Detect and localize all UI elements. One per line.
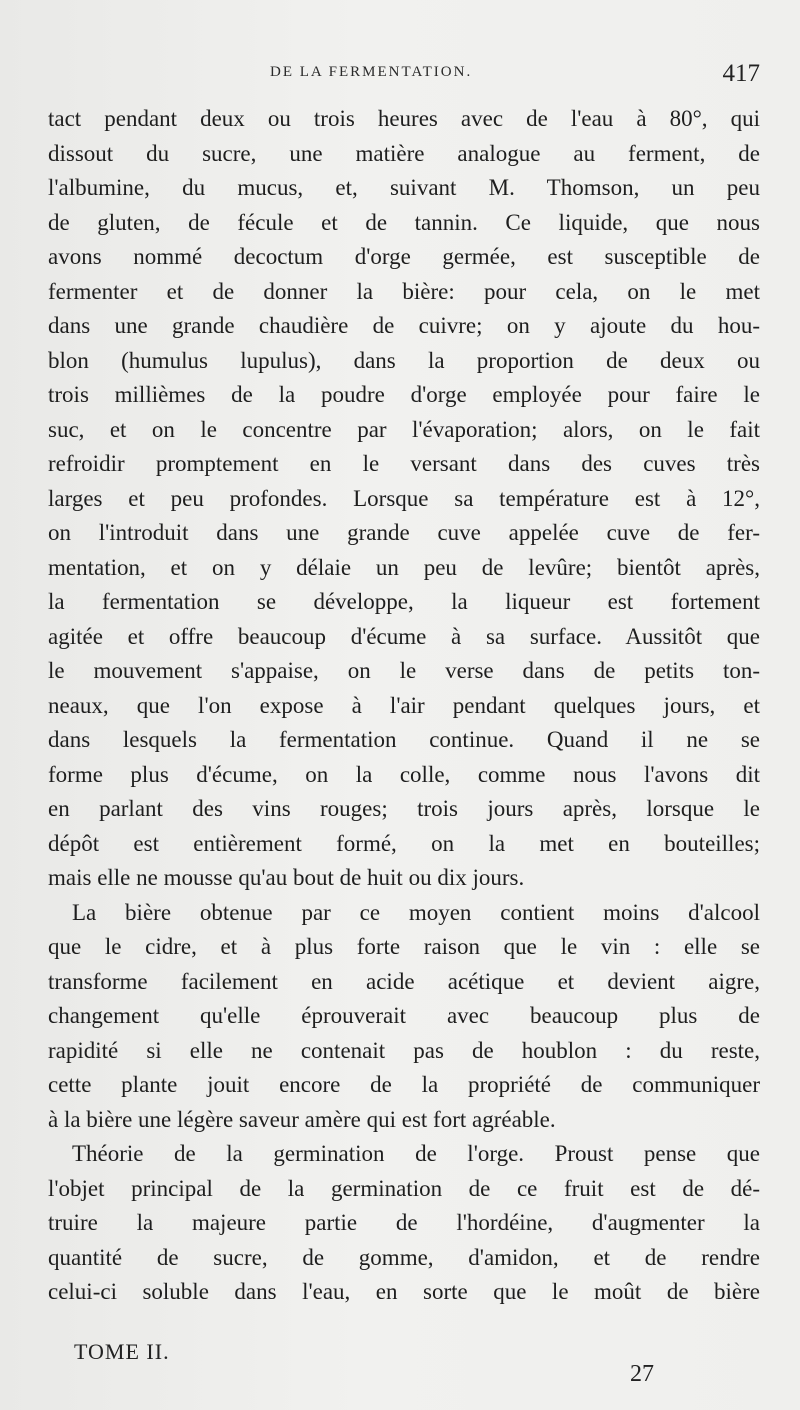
text-line: on l'introduit dans une grande cuve appelée cuve de fer- [48, 520, 760, 545]
text-line: agitée et offre beaucoup d'écume à sa surface. Aussitôt que [48, 623, 760, 649]
text-line: changement qu'elle éprouverait avec beaucoup plus de [48, 1003, 760, 1028]
text-line: le mouvement s'appaise, on le verse dans de petits ton- [48, 658, 760, 683]
text-line: dissout du sucre, une matière analogue au ferment, de [48, 140, 760, 166]
page-footer [74, 1335, 764, 1395]
text-body [48, 102, 760, 1310]
text-line: neaux, que l'on expose à l'air pendant quelques jours, et [48, 692, 760, 718]
text-line: fermenter et de donner la bière: pour cela, on le met [48, 278, 760, 304]
text-line: larges et peu profondes. Lorsque sa température est à 12°, [48, 485, 760, 511]
text-line: l'albumine, du mucus, et, suivant M. Thomson, un peu [48, 175, 760, 200]
text-line: cette plante jouit encore de la propriété de communiquer [48, 1072, 760, 1097]
text-line: la fermentation se développe, la liqueur est fortement [48, 589, 760, 614]
text-line: dans une grande chaudière de cuivre; on y ajoute du hou- [48, 313, 760, 338]
volume-label: TOME II. [74, 1339, 170, 1364]
text-line: avons nommé decoctum d'orge germée, est susceptible de [48, 244, 760, 269]
text-line: à la bière une légère saveur amère qui est fort agréable. [48, 1106, 556, 1132]
text-line: forme plus d'écume, on la colle, comme nous l'avons dit [48, 761, 760, 787]
text-line: blon (humulus lupulus), dans la proportion de deux ou [48, 347, 760, 373]
running-title: DE LA FERMENTATION. [270, 64, 473, 80]
text-line: mentation, et on y délaie un peu de levûre; bientôt après, [48, 554, 760, 580]
text-line: de gluten, de fécule et de tannin. Ce liquide, que nous [48, 209, 760, 235]
text-line: Théorie de la germination de l'orge. Proust pense que [72, 1141, 760, 1166]
text-line: suc, et on le concentre par l'évaporation; alors, on le fait [48, 416, 760, 442]
text-line: truire la majeure partie de l'hordéine, d'augmenter la [48, 1210, 760, 1235]
text-line: que le cidre, et à plus forte raison que le vin : elle se [48, 934, 760, 959]
text-line: La bière obtenue par ce moyen contient moins d'alcool [72, 899, 760, 925]
text-line: dépôt est entièrement formé, on la met en bouteilles; [48, 830, 760, 856]
text-line: quantité de sucre, de gomme, d'amidon, et de rendre [48, 1244, 760, 1270]
text-line: tact pendant deux ou trois heures avec de l'eau à 80°, qui [48, 106, 760, 131]
text-line: mais elle ne mousse qu'au bout de huit ou dix jours. [48, 865, 525, 890]
text-line: dans lesquels la fermentation continue. Quand il ne se [48, 727, 760, 752]
text-line: l'objet principal de la germination de ce fruit est de dé- [48, 1175, 760, 1201]
text-line: rapidité si elle ne contenait pas de houblon : du reste, [48, 1037, 760, 1063]
page-number: 417 [722, 60, 760, 87]
page-header [48, 60, 760, 100]
text-line: refroidir promptement en le versant dans des cuves très [48, 451, 760, 476]
signature-mark: 27 [630, 1361, 654, 1387]
text-line: transforme facilement en acide acétique et devient aigre, [48, 968, 760, 994]
text-line: trois millièmes de la poudre d'orge employée pour faire le [48, 382, 760, 407]
text-line: celui-ci soluble dans l'eau, en sorte que le moût de bière [48, 1279, 760, 1304]
text-line: en parlant des vins rouges; trois jours après, lorsque le [48, 796, 760, 821]
